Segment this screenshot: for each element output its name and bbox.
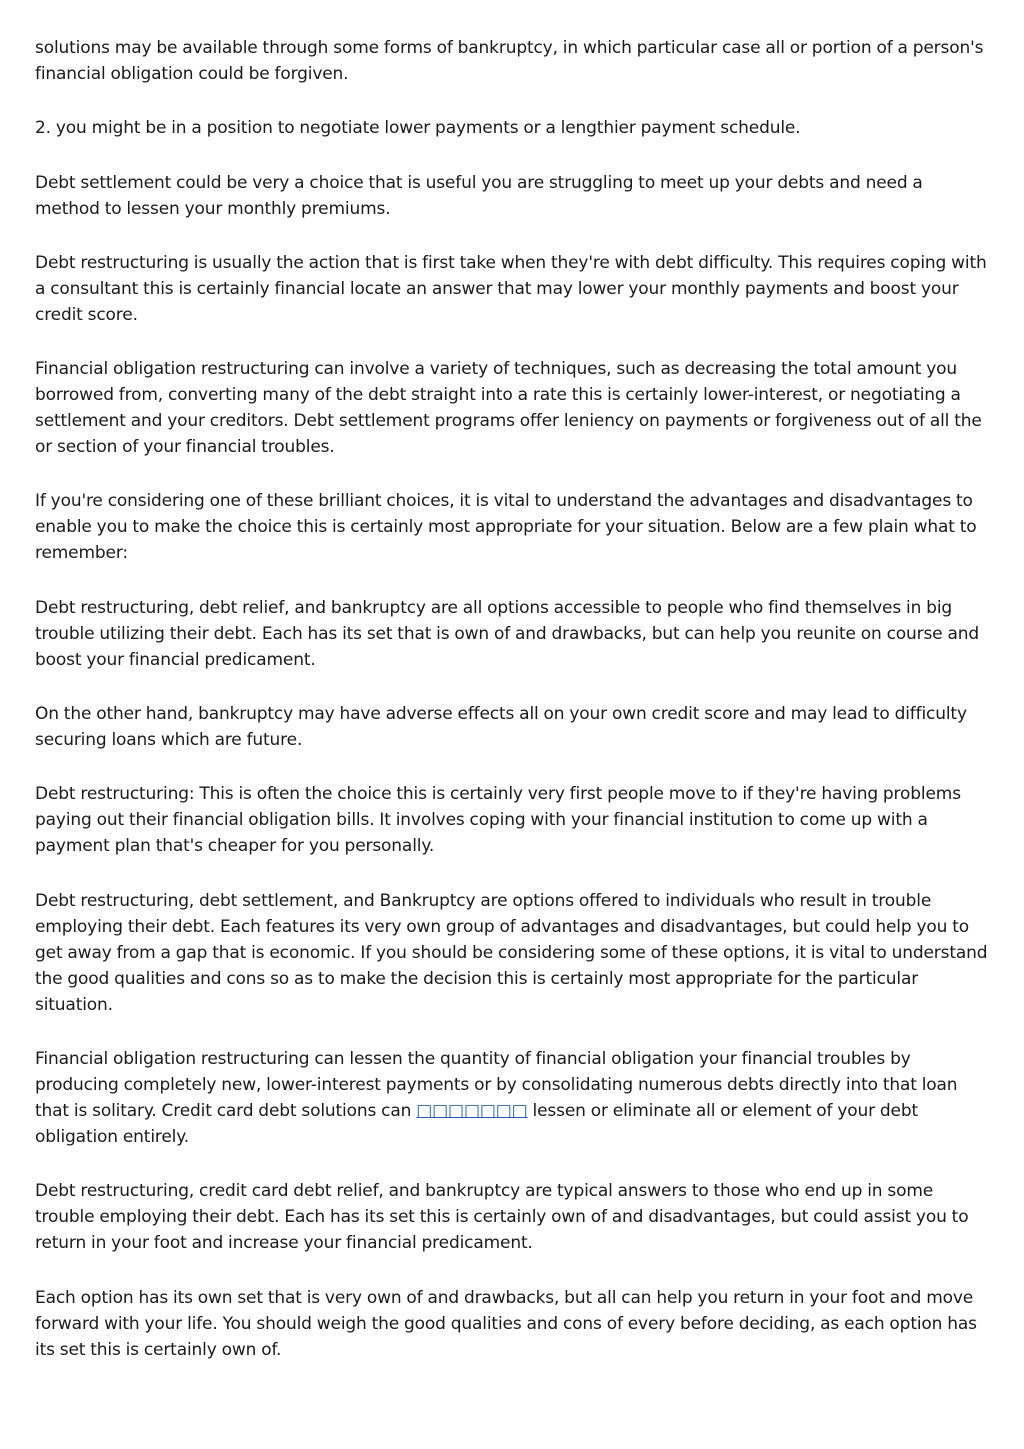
paragraph-10: Debt restructuring, debt settlement, and Bankruptcy are options offered to individuals who result in trouble employing their debt. Each features its very own group of advantages and disadvantages, but could help you to get away from a gap that is economic. If you should be considering some of these options, it is vital to understand the good qualities and cons so as to make the decision this is certainly most appropriate for the particular situation.: [35, 890, 988, 1015]
paragraph-1: solutions may be available through some forms of bankruptcy, in which particular case all or portion of a person's financial obligation could be forgiven.: [35, 38, 984, 84]
paragraph-11-with-link: [35, 1046, 988, 1150]
paragraph-5: Financial obligation restructuring can involve a variety of techniques, such as decreasing the total amount you borrowed from, converting many of the debt straight into a rate this is certainly lower-interest, or negotiating a settlement and your creditors. Debt settlement programs offer leniency on payments or forgiveness out of all the or section of your financial troubles.: [35, 359, 982, 458]
paragraph-8: On the other hand, bankruptcy may have adverse effects all on your own credit score and may lead to difficulty securing loans which are future.: [35, 704, 967, 751]
paragraph-6: If you're considering one of these brilliant choices, it is vital to understand the advantages and disadvantages to enable you to make the choice this is certainly most appropriate for your situation. Below are a few plain what to remember:: [35, 491, 977, 564]
paragraph-11-text-before: Financial obligation restructuring can lessen the quantity of financial obligation your financial troubles by producing completely new, lower-interest payments or by consolidating numerous debts directly into that loan that is solitary. Credit card debt solutions can: [35, 1048, 958, 1121]
inline-link[interactable]: □□□□□□□: [416, 1100, 528, 1121]
paragraph-12: Debt restructuring, credit card debt relief, and bankruptcy are typical answers to those who end up in some trouble employing their debt. Each has its set this is certainly own of and disadvantages, but could assist you to return in your foot and increase your financial predicament.: [35, 1181, 969, 1254]
paragraph-2: 2. you might be in a position to negotiate lower payments or a lengthier payment schedule.: [35, 118, 801, 139]
paragraph-13: Each option has its own set that is very own of and drawbacks, but all can help you return in your foot and move forward with your life. You should weigh the good qualities and cons of every before deciding, as each option has its set this is certainly own of.: [35, 1287, 977, 1360]
paragraph-9: Debt restructuring: This is often the choice this is certainly very first people move to if they're having problems paying out their financial obligation bills. It involves coping with your financial institution to come up with a payment plan that's cheaper for you personally.: [35, 784, 961, 857]
paragraph-7: Debt restructuring, debt relief, and bankruptcy are all options accessible to people who find themselves in big trouble utilizing their debt. Each has its set that is own of and drawbacks, but can help you reunite on course and boost your financial predicament.: [35, 597, 979, 670]
paragraph-3: Debt settlement could be very a choice that is useful you are struggling to meet up your debts and need a method to lessen your monthly premiums.: [35, 172, 923, 219]
paragraph-11-text-after: lessen or eliminate all or element of your debt obligation entirely.: [35, 1100, 919, 1147]
paragraph-4: Debt restructuring is usually the action that is first take when they're with debt difficulty. This requires coping with a consultant this is certainly financial locate an answer that may lower your monthly payments and boost your credit score.: [35, 252, 987, 325]
